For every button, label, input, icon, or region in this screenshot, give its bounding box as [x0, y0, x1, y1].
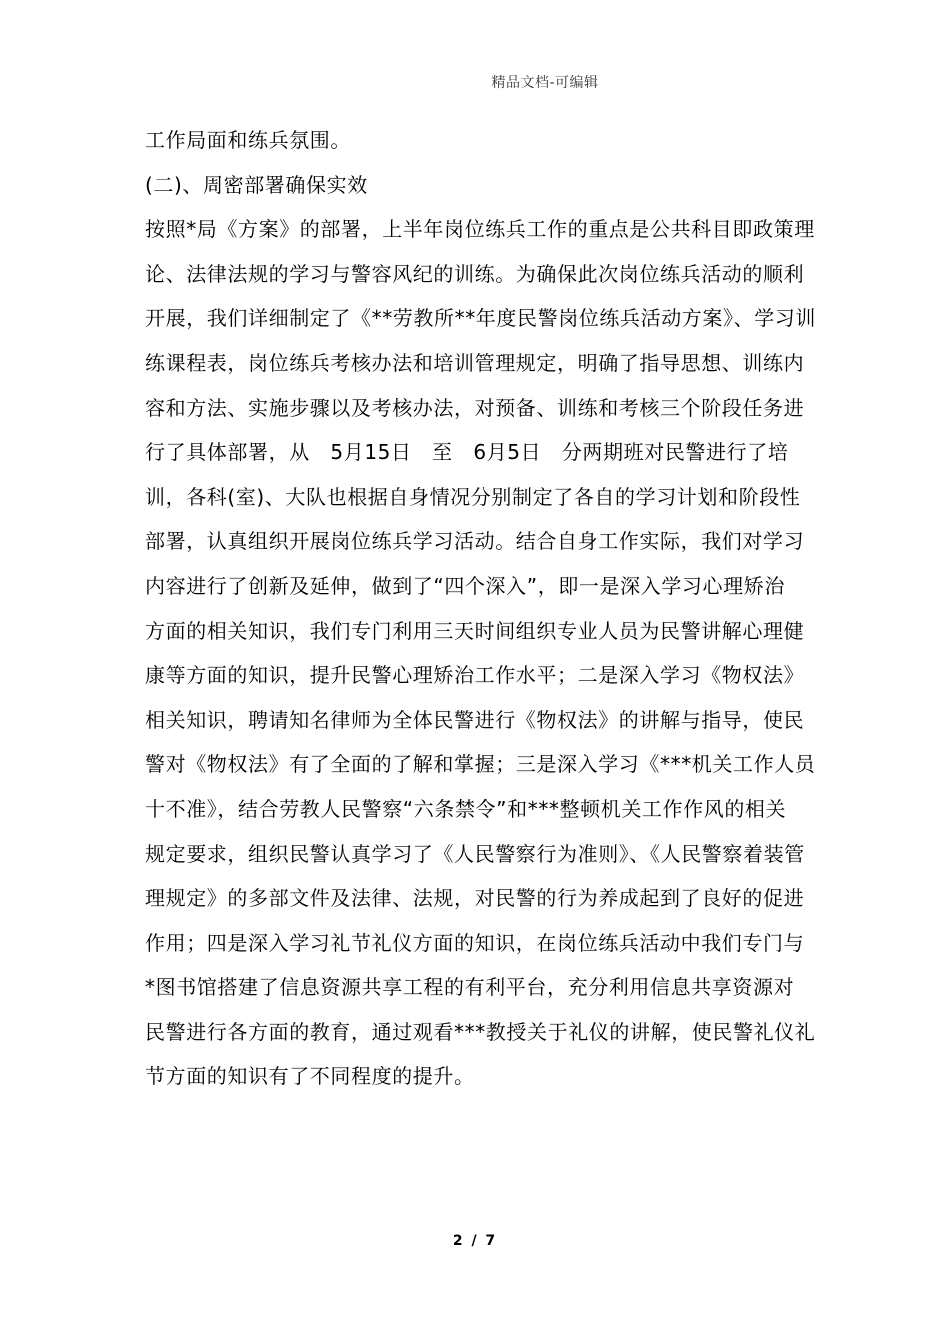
body-line: *图书馆搭建了信息资源共享工程的有利平台，充分利用信息共享资源对	[145, 975, 795, 1000]
body-line: 规定要求，组织民警认真学习了《人民警察行为准则》、《人民警察着装管	[145, 841, 805, 866]
body-line: 练课程表，岗位练兵考核办法和培训管理规定，明确了指导思想、训练内	[145, 350, 805, 375]
body-line: 方面的相关知识，我们专门利用三天时间组织专业人员为民警讲解心理健	[145, 618, 805, 643]
body-line: 警对《物权法》有了全面的了解和掌握；三是深入学习《***机关工作人员	[145, 752, 816, 777]
body-line: 容和方法、实施步骤以及考核办法，对预备、训练和考核三个阶段任务进	[145, 395, 805, 420]
body-line: 节方面的知识有了不同程度的提升。	[145, 1064, 475, 1089]
body-line: 作用；四是深入学习礼节礼仪方面的知识，在岗位练兵活动中我们专门与	[145, 930, 805, 955]
body-line: 按照*局《方案》的部署，上半年岗位练兵工作的重点是公共科目即政策理	[145, 217, 815, 242]
body-line: 开展，我们详细制定了《**劳教所**年度民警岗位练兵活动方案》、学习训	[145, 306, 816, 331]
body-line: 行了具体部署，从 5月15日 至 6月5日 分两期班对民警进行了培	[145, 440, 789, 465]
section-heading: (二)、周密部署确保实效	[145, 172, 368, 197]
body-line: 内容进行了创新及延伸，做到了“四个深入”，即一是深入学习心理矫治	[145, 573, 785, 598]
body-line: 理规定》的多部文件及法律、法规，对民警的行为养成起到了良好的促进	[145, 886, 805, 911]
body-line: 训，各科(室)、大队也根据自身情况分别制定了各自的学习计划和阶段性	[145, 484, 801, 509]
body-line: 工作局面和练兵氛围。	[145, 128, 351, 152]
body-line: 康等方面的知识，提升民警心理矫治工作水平；二是深入学习《物权法》	[145, 663, 805, 688]
document-body	[145, 118, 816, 1099]
body-line: 十不准》，结合劳教人民警察“六条禁令”和***整顿机关工作作风的相关	[145, 796, 787, 821]
body-line: 相关知识，聘请知名律师为全体民警进行《物权法》的讲解与指导，使民	[145, 707, 805, 732]
page-header: 精品文档-可编辑	[491, 75, 599, 91]
body-line: 部署，认真组织开展岗位练兵学习活动。结合自身工作实际，我们对学习	[145, 529, 805, 554]
page-number: 2 / 7	[452, 1233, 498, 1249]
body-line: 论、法律法规的学习与警容风纪的训练。为确保此次岗位练兵活动的顺利	[145, 261, 805, 286]
body-line: 民警进行各方面的教育，通过观看***教授关于礼仪的讲解，使民警礼仪礼	[145, 1019, 816, 1044]
